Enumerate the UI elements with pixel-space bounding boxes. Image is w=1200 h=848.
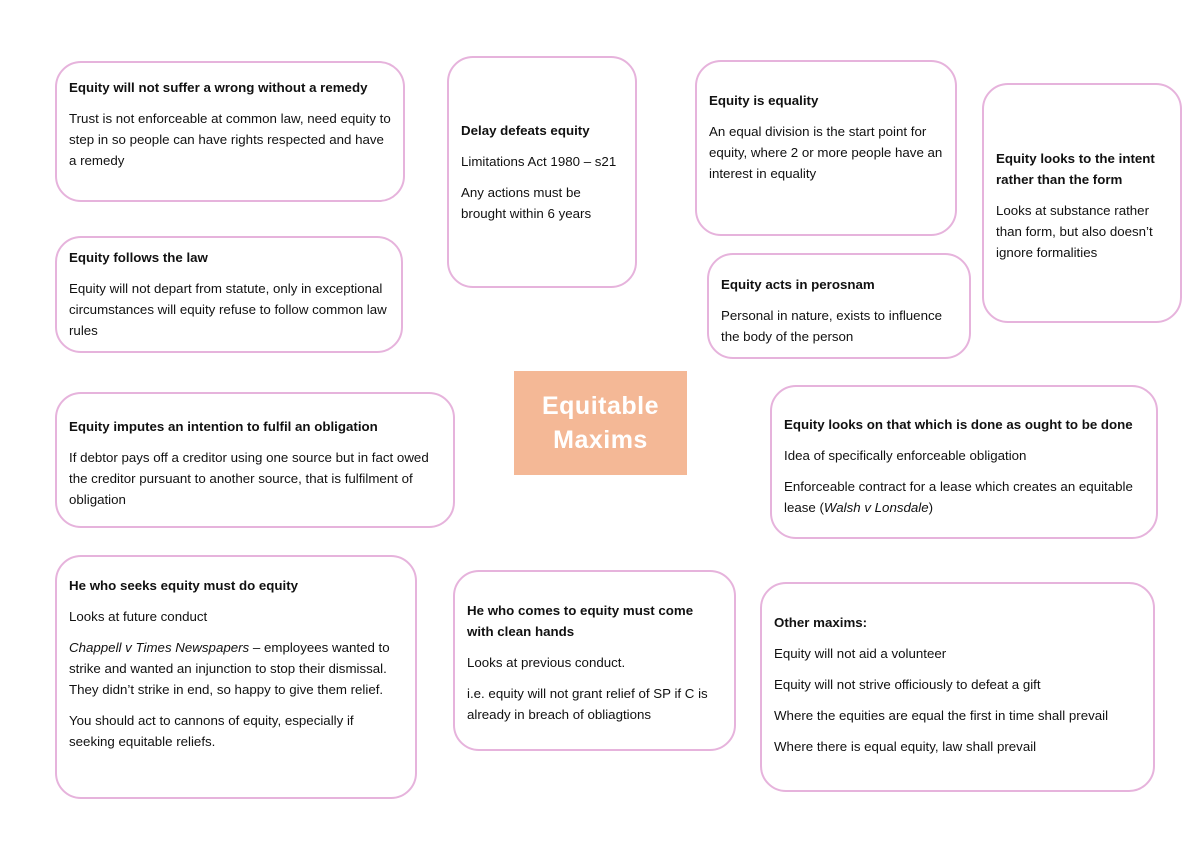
- card-body: If debtor pays off a creditor using one source but in fact owed the creditor pursuant to another source, that is fulfilment of obligation: [69, 450, 429, 507]
- center-title-line2: Maxims: [553, 426, 648, 454]
- card-follows-law: [55, 236, 403, 353]
- card-title: Other maxims:: [774, 615, 868, 630]
- card-body: Equity will not depart from statute, only in exceptional circumstances will equity refuse to follow common law rules: [69, 281, 387, 338]
- card-line: [69, 637, 403, 700]
- card-line: Limitations Act 1980 – s21: [461, 154, 617, 169]
- card-title: Equity follows the law: [69, 250, 208, 265]
- card-wrong-remedy: [55, 61, 405, 202]
- card-line: Looks at future conduct: [69, 609, 208, 624]
- card-title: Equity acts in perosnam: [721, 277, 875, 292]
- card-line: Any actions must be brought within 6 years: [461, 185, 592, 221]
- card-title: Delay defeats equity: [461, 123, 590, 138]
- card-title: He who seeks equity must do equity: [69, 578, 299, 593]
- card-line: Looks at previous conduct.: [467, 655, 626, 670]
- card-body: Trust is not enforceable at common law, need equity to step in so people can have rights respected and have a remedy: [69, 111, 391, 168]
- card-body: Looks at substance rather than form, but also doesn’t ignore formalities: [996, 203, 1153, 260]
- card-seeks: [55, 555, 417, 799]
- card-other-maxims: [760, 582, 1155, 792]
- card-line: You should act to cannons of equity, especially if seeking equitable reliefs.: [69, 713, 354, 749]
- card-line: [784, 476, 1144, 518]
- list-item: Where there is equal equity, law shall prevail: [774, 739, 1037, 754]
- card-line: Idea of specifically enforceable obligation: [784, 448, 1027, 463]
- card-title: Equity will not suffer a wrong without a remedy: [69, 80, 368, 95]
- card-title: Equity looks to the intent rather than the form: [996, 151, 1155, 187]
- card-title: Equity imputes an intention to fulfil an obligation: [69, 419, 378, 434]
- card-title: Equity looks on that which is done as ought to be done: [784, 417, 1133, 432]
- card-title: Equity is equality: [709, 93, 819, 108]
- card-intent: [982, 83, 1182, 323]
- case-close: ): [928, 500, 934, 515]
- card-equality: [695, 60, 957, 236]
- list-item: Equity will not aid a volunteer: [774, 646, 947, 661]
- card-body: An equal division is the start point for equity, where 2 or more people have an interest in equality: [709, 124, 943, 181]
- list-item: Where the equities are equal the first in time shall prevail: [774, 708, 1109, 723]
- center-title-line1: Equitable: [541, 392, 659, 420]
- case-text: – employees wanted to strike and wanted an injunction to stop their dismissal. They didn’t strike in end, so happy to give them relief.: [69, 640, 390, 697]
- card-imputes: [55, 392, 455, 528]
- list-item: Equity will not strive officiously to defeat a gift: [774, 677, 1041, 692]
- card-personam: [707, 253, 971, 359]
- center-title: [514, 371, 687, 475]
- case-name: Walsh v Lonsdale: [823, 500, 929, 515]
- card-clean-hands: [453, 570, 736, 751]
- case-intro: Enforceable contract for a lease which creates an equitable lease (: [784, 479, 1133, 515]
- card-delay: [447, 56, 637, 288]
- card-done: [770, 385, 1158, 539]
- card-title: He who comes to equity must come with clean hands: [467, 603, 694, 639]
- case-name: Chappell v Times Newspapers: [69, 640, 250, 655]
- card-line: i.e. equity will not grant relief of SP if C is already in breach of obliagtions: [467, 686, 708, 722]
- card-body: Personal in nature, exists to influence the body of the person: [721, 308, 943, 344]
